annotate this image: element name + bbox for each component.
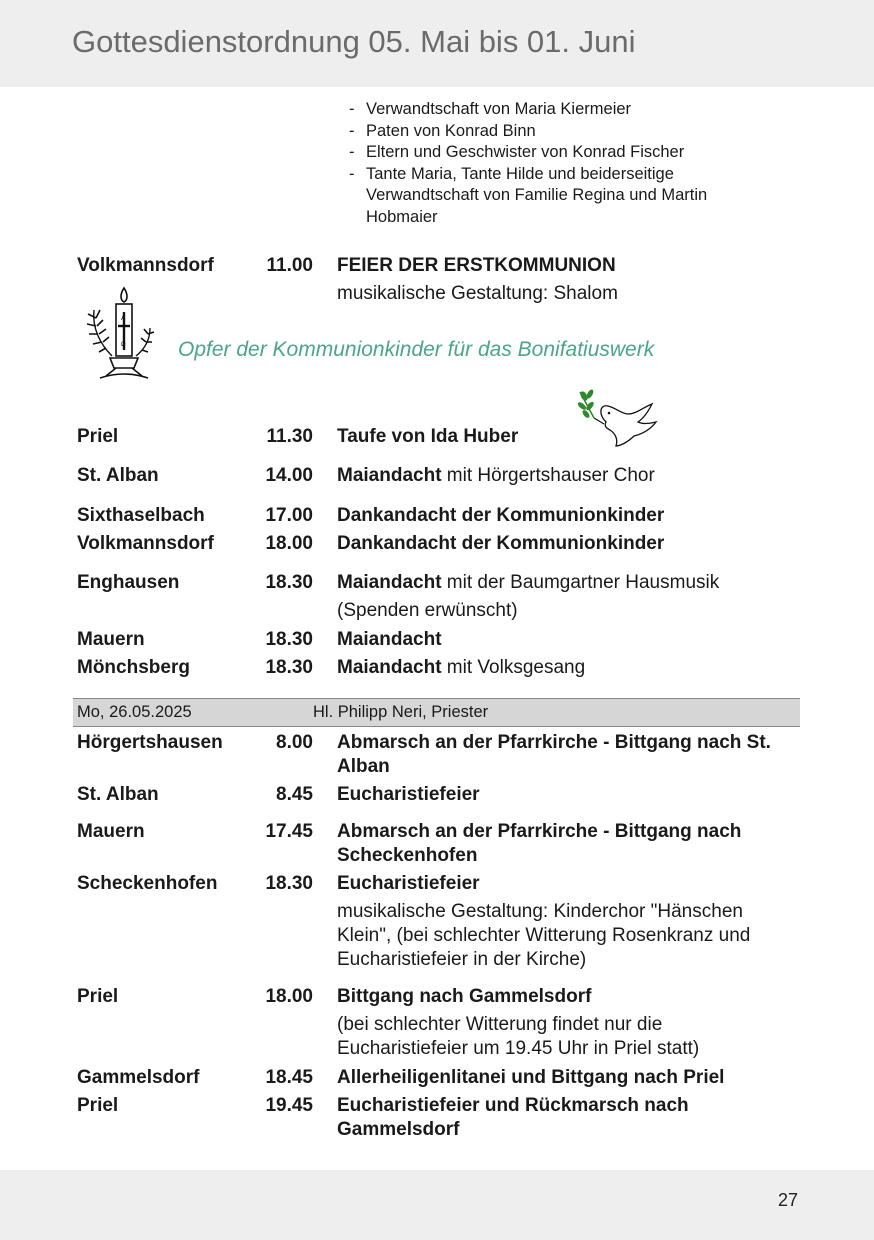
service-place: Scheckenhofen bbox=[77, 873, 218, 894]
intention-item: - Eltern und Geschwister von Konrad Fischer bbox=[347, 142, 777, 164]
service-place: Priel bbox=[77, 1095, 119, 1116]
service-time: 19.45 bbox=[265, 1095, 313, 1116]
service-place: Mauern bbox=[77, 821, 145, 842]
service-title: Maiandacht mit der Baumgartner Hausmusik bbox=[337, 572, 720, 593]
service-title: Taufe von Ida Huber bbox=[337, 426, 519, 447]
service-time: 18.30 bbox=[265, 873, 313, 894]
service-note: musikalische Gestaltung: Kinderchor "Hänschen Klein", (bei schlechter Witterung Rosenkranz und Eucharistiefeier in der Kirche) bbox=[337, 901, 751, 970]
service-place: Mauern bbox=[77, 629, 145, 650]
service-place: Enghausen bbox=[77, 572, 180, 593]
service-title: Allerheiligenlitanei und Bittgang nach Priel bbox=[337, 1067, 725, 1088]
service-place: Hörgertshausen bbox=[77, 732, 223, 753]
intention-item: - Tante Maria, Tante Hilde und beiderseitige Verwandtschaft von Familie Regina und Martin Hobmaier bbox=[347, 164, 777, 229]
service-title: Maiandacht bbox=[337, 629, 442, 650]
page-footer bbox=[0, 1170, 874, 1240]
page-number: 27 bbox=[777, 1190, 798, 1210]
mass-intentions bbox=[347, 99, 777, 228]
service-note: musikalische Gestaltung: Shalom bbox=[337, 283, 618, 304]
svg-text:Ω: Ω bbox=[121, 341, 126, 348]
service-place: Priel bbox=[77, 986, 119, 1007]
service-place: Gammelsdorf bbox=[77, 1067, 200, 1088]
service-title: Abmarsch an der Pfarrkirche - Bittgang nach Scheckenhofen bbox=[337, 821, 742, 866]
service-time: 18.30 bbox=[265, 629, 313, 650]
service-note: (bei schlechter Witterung findet nur die Eucharistiefeier um 19.45 Uhr in Priel statt) bbox=[337, 1014, 700, 1059]
service-title: Bittgang nach Gammelsdorf bbox=[337, 986, 592, 1007]
service-title: Abmarsch an der Pfarrkirche - Bittgang nach St. Alban bbox=[337, 732, 771, 777]
service-time: 17.00 bbox=[265, 505, 313, 526]
service-note: (Spenden erwünscht) bbox=[337, 600, 518, 621]
service-time: 8.00 bbox=[276, 732, 313, 753]
service-title: Eucharistiefeier bbox=[337, 873, 480, 894]
service-time: 8.45 bbox=[276, 784, 313, 805]
page-title: Gottesdienstordnung 05. Mai bis 01. Juni bbox=[72, 24, 636, 59]
service-place: St. Alban bbox=[77, 465, 159, 486]
service-title: Dankandacht der Kommunionkinder bbox=[337, 505, 665, 526]
service-title: Dankandacht der Kommunionkinder bbox=[337, 533, 665, 554]
service-place: Sixthaselbach bbox=[77, 505, 205, 526]
day-saint: Hl. Philipp Neri, Priester bbox=[313, 703, 489, 721]
intention-item: - Paten von Konrad Binn bbox=[347, 121, 777, 143]
service-title: Maiandacht mit Volksgesang bbox=[337, 657, 586, 678]
service-title: Maiandacht mit Hörgertshauser Chor bbox=[337, 465, 655, 486]
intention-item: - Verwandtschaft von Maria Kiermeier bbox=[347, 99, 777, 121]
service-time: 18.45 bbox=[265, 1067, 313, 1088]
service-place: Volkmannsdorf bbox=[77, 255, 214, 276]
service-time: 17.45 bbox=[265, 821, 313, 842]
service-time: 18.30 bbox=[265, 572, 313, 593]
service-time: 11.00 bbox=[266, 255, 313, 276]
service-time: 14.00 bbox=[265, 465, 313, 486]
svg-text:A: A bbox=[121, 315, 126, 322]
day-header-bar bbox=[73, 698, 800, 727]
service-place: St. Alban bbox=[77, 784, 159, 805]
service-place: Mönchsberg bbox=[77, 657, 190, 678]
service-title: FEIER DER ERSTKOMMUNION bbox=[337, 255, 616, 276]
service-title: Eucharistiefeier und Rückmarsch nach Gammelsdorf bbox=[337, 1095, 689, 1140]
communion-offering-note: Opfer der Kommunionkinder für das Bonifatiuswerk bbox=[178, 338, 655, 361]
service-time: 18.00 bbox=[265, 533, 313, 554]
service-place: Volkmannsdorf bbox=[77, 533, 214, 554]
day-date: Mo, 26.05.2025 bbox=[77, 703, 192, 721]
service-time: 11.30 bbox=[266, 426, 313, 447]
service-time: 18.30 bbox=[265, 657, 313, 678]
service-place: Priel bbox=[77, 426, 119, 447]
service-title: Eucharistiefeier bbox=[337, 784, 480, 805]
service-time: 18.00 bbox=[265, 986, 313, 1007]
page-header bbox=[0, 0, 874, 87]
communion-candle-icon bbox=[80, 284, 156, 384]
